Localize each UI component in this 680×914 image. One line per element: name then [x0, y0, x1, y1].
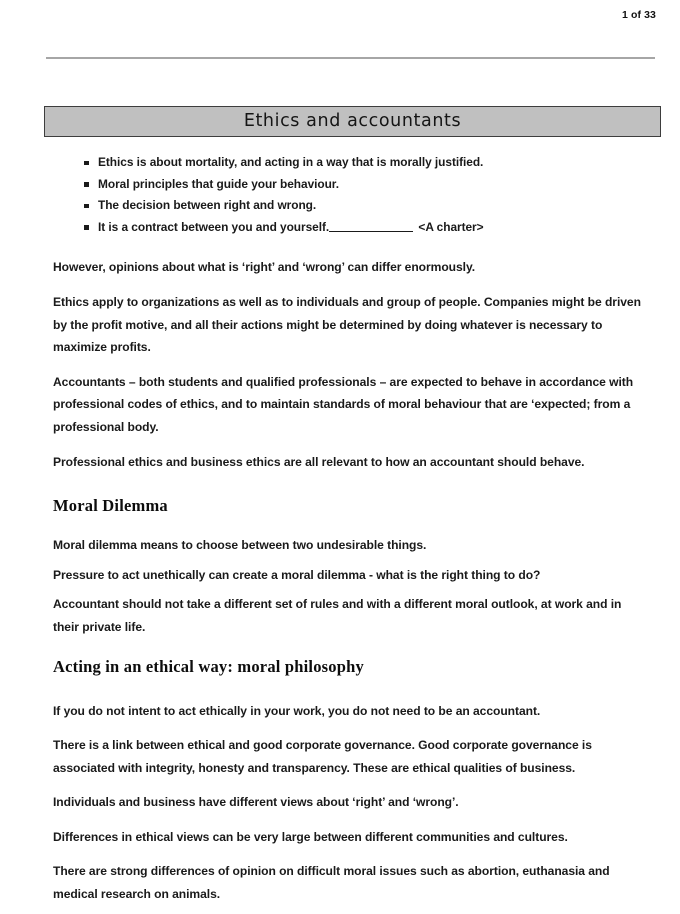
paragraph: There are strong differences of opinion on difficult moral issues such as abortion, euthanasia and medical research on animals. — [53, 864, 610, 902]
list-item-text: Ethics is about mortality, and acting in a way that is morally justified. — [98, 155, 484, 169]
spacer — [53, 279, 647, 291]
spacer — [53, 473, 647, 496]
spacer — [53, 557, 647, 564]
paragraph: Moral dilemma means to choose between two undesirable things. — [53, 538, 427, 553]
paragraph: Professional ethics and business ethics are all relevant to how an accountant should behave. — [53, 454, 585, 469]
document-title-banner — [44, 106, 661, 137]
spacer — [53, 639, 647, 657]
list-item — [53, 174, 647, 196]
spacer — [53, 814, 647, 826]
page-number-label: 1 of 33 — [622, 9, 656, 21]
list-item — [53, 195, 647, 217]
list-item-annotation: <A charter> — [418, 219, 484, 234]
square-bullet-icon — [84, 182, 89, 187]
paragraph: There is a link between ethical and good corporate governance. Good corporate governance is associated with integrity, honesty and transparency. These are ethical qualities of business. — [53, 738, 592, 775]
paragraph: Accountants – both students and qualified professionals – are expected to behave in accordance with professional codes of ethics, and to maintain standards of moral behaviour that are ‘expected; from a professional body. — [53, 374, 634, 434]
list-item — [53, 217, 647, 239]
paragraph: Pressure to act unethically can create a moral dilemma - what is the right thing to do? — [53, 567, 541, 582]
header-divider-rule — [46, 57, 655, 59]
spacer — [53, 677, 647, 700]
list-item-text: Moral principles that guide your behaviour. — [98, 176, 339, 191]
list-item — [53, 152, 647, 174]
spacer — [53, 439, 647, 451]
spacer — [53, 848, 647, 860]
square-bullet-icon — [84, 161, 89, 166]
list-item-text: It is a contract between you and yourself. — [98, 219, 330, 234]
square-bullet-icon — [84, 204, 89, 209]
spacer — [53, 722, 647, 734]
spacer — [53, 359, 647, 371]
spacer — [53, 516, 647, 534]
paragraph: Ethics apply to organizations as well as to individuals and group of people. Companies might be driven by the profit motive, and all their actions might be determined by doing whatever is necessary to maximize profits. — [53, 294, 641, 355]
document-title: Ethics and accountants — [243, 110, 462, 131]
list-item-text: The decision between right and wrong. — [98, 198, 317, 213]
paragraph: If you do not intent to act ethically in your work, you do not need to be an accountant. — [53, 703, 541, 718]
paragraph: Individuals and business have different views about ‘right’ and ‘wrong’. — [53, 795, 459, 810]
spacer — [53, 779, 647, 791]
definition-bullet-list — [53, 152, 647, 238]
paragraph: Differences in ethical views can be very large between different communities and cultures. — [53, 829, 568, 844]
paragraph: Accountant should not take a different set of rules and with a different moral outlook, at work and in their private life. — [53, 597, 622, 634]
section-heading-moral-dilemma: Moral Dilemma — [53, 496, 168, 516]
spacer — [53, 586, 647, 593]
paragraph: However, opinions about what is ‘right’ and ‘wrong’ can differ enormously. — [53, 260, 476, 275]
spacer — [53, 238, 647, 256]
document-body — [53, 152, 647, 906]
section-heading-ethical-way: Acting in an ethical way: moral philosophy — [53, 656, 364, 676]
fill-in-blank-line — [329, 221, 413, 232]
square-bullet-icon — [84, 225, 89, 230]
